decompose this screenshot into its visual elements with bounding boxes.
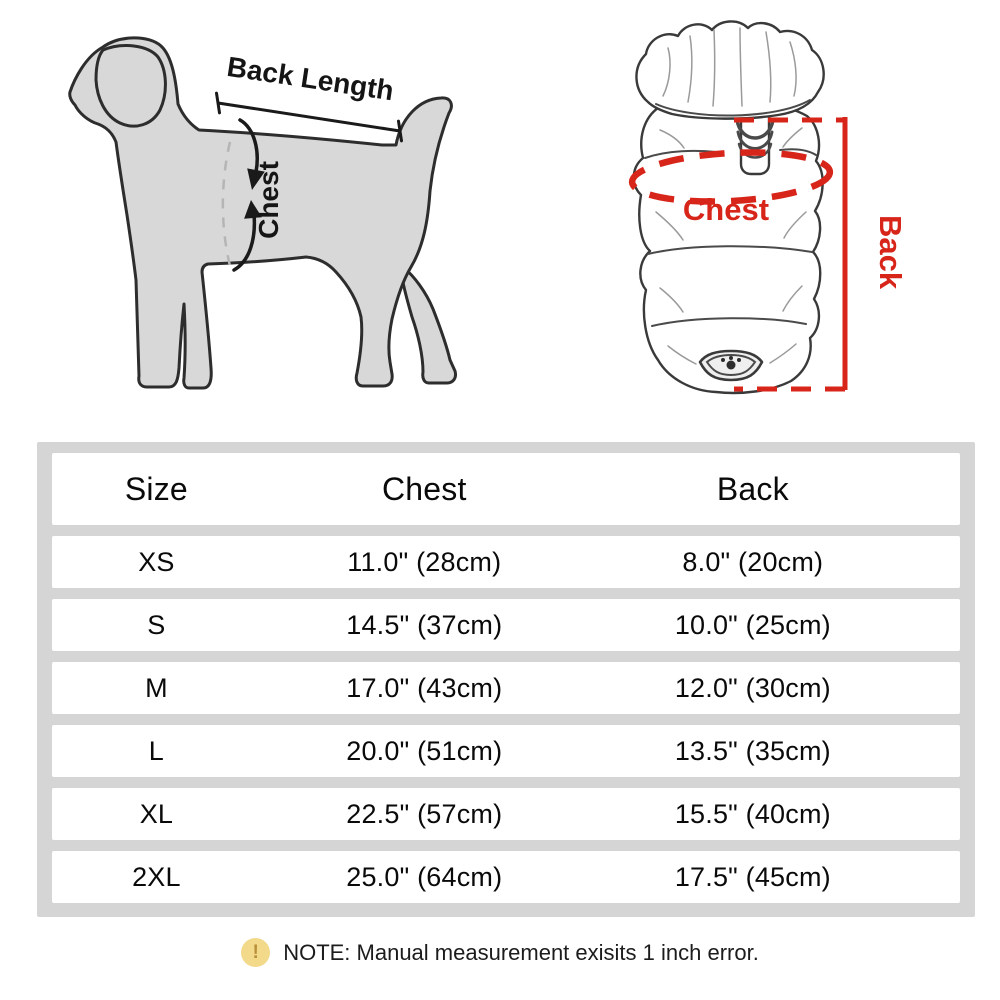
header-chest: Chest: [381, 470, 467, 507]
back-cell: 8.0" (20cm): [682, 546, 824, 577]
size-cell: 2XL: [132, 861, 181, 892]
back-length-dimension: [217, 51, 402, 141]
chest-cell: 17.0" (43cm): [346, 672, 503, 703]
vest-logo-patch: [700, 351, 762, 380]
vest-back-label: Back: [873, 214, 908, 290]
back-length-label: Back Length: [225, 50, 396, 107]
dog-diagram: [70, 38, 456, 388]
size-cell: M: [145, 672, 168, 703]
back-cell: 10.0" (25cm): [674, 609, 831, 640]
table-row-m: [52, 662, 960, 714]
back-cell: 12.0" (30cm): [674, 672, 831, 703]
table-header-row: [52, 453, 960, 525]
dog-far-hind-leg: [402, 268, 456, 383]
back-cell: 17.5" (45cm): [674, 861, 831, 892]
measurement-note: [0, 938, 1000, 967]
chest-cell: 14.5" (37cm): [346, 609, 503, 640]
chest-cell: 20.0" (51cm): [346, 735, 503, 766]
back-cell: 13.5" (35cm): [674, 735, 831, 766]
size-cell: XL: [139, 798, 174, 829]
header-back: Back: [716, 470, 789, 507]
table-row-xs: [52, 536, 960, 588]
table-row-2xl: [52, 851, 960, 903]
chest-cell: 22.5" (57cm): [346, 798, 503, 829]
table-row-s: [52, 599, 960, 651]
size-cell: XS: [138, 546, 175, 577]
dog-ear: [96, 46, 165, 127]
vest-diagram: [631, 21, 908, 393]
chest-cell: 25.0" (64cm): [346, 861, 503, 892]
size-chart-table: [37, 442, 975, 917]
note-text: NOTE: Manual measurement exisits 1 inch error.: [283, 939, 759, 965]
exclamation-icon: !: [241, 938, 270, 967]
measurement-figure: [0, 0, 1000, 432]
table-row-xl: [52, 788, 960, 840]
vest-body: [634, 103, 823, 393]
table-row-l: [52, 725, 960, 777]
dog-chest-label: Chest: [253, 161, 284, 239]
size-cell: L: [148, 735, 165, 766]
vest-chest-label: Chest: [682, 192, 770, 227]
chest-cell: 11.0" (28cm): [347, 546, 502, 577]
back-cell: 15.5" (40cm): [674, 798, 831, 829]
header-size: Size: [124, 470, 188, 507]
size-cell: S: [147, 609, 166, 640]
